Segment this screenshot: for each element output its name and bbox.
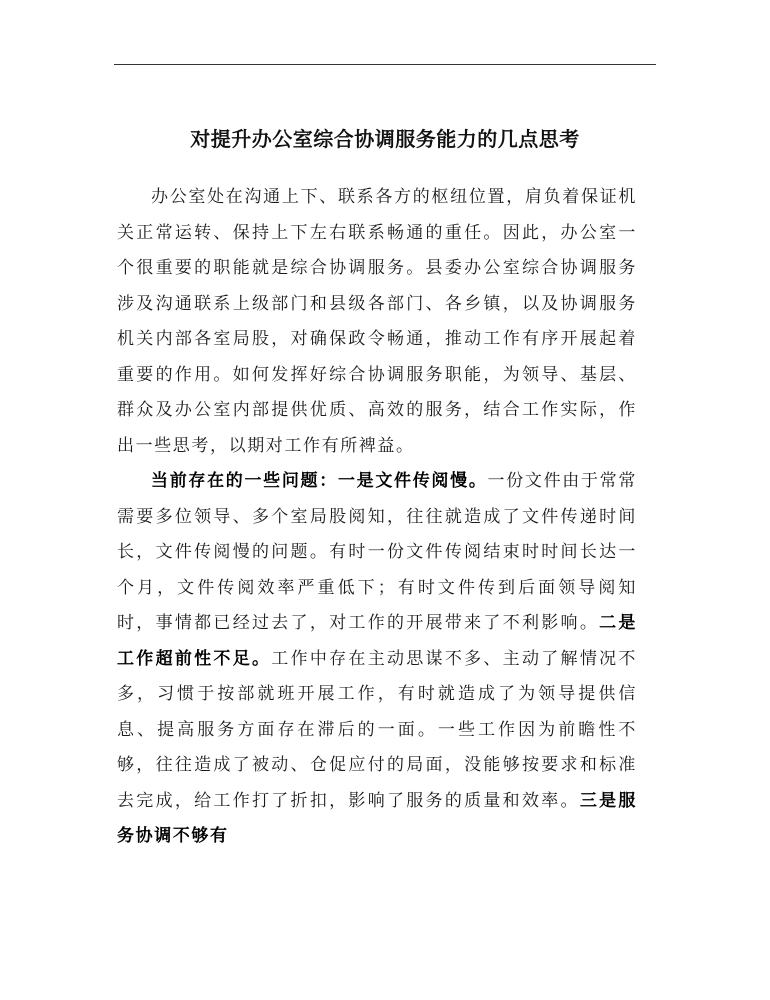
- problem-heading-2: 二是工作超前性不足。: [117, 613, 638, 669]
- header-rule: [114, 64, 656, 65]
- document-body: [117, 180, 637, 855]
- paragraph-intro: [117, 180, 637, 464]
- paragraph-problems: [117, 464, 637, 855]
- problem-heading-3: 三是服务协调不够有: [117, 790, 637, 846]
- problem-text-2: 工作中存在主动思谋不多、主动了解情况不多，习惯于按部就班开展工作，有时就造成了为领导提供信息、提高服务方面存在滞后的一面。一些工作因为前瞻性不够，往往造成了被动、仓促应付的局面，没能够按要求和标准去完成，给工作打了折扣，影响了服务的质量和效率。: [117, 648, 637, 811]
- problem-heading-1: 一是文件传阅慢。: [337, 471, 488, 491]
- section-heading: 当前存在的一些问题：: [151, 471, 338, 491]
- paragraph-text: 办公室处在沟通上下、联系各方的枢纽位置，肩负着保证机关正常运转、保持上下左右联系畅通的重任。因此，办公室一个很重要的职能就是综合协调服务。县委办公室综合协调服务涉及沟通联系上级部门和县级各部门、各乡镇，以及协调服务机关内部各室局股，对确保政令畅通，推动工作有序开展起着重要的作用。如何发挥好综合协调服务职能，为领导、基层、群众及办公室内部提供优质、高效的服务，结合工作实际，作出一些思考，以期对工作有所裨益。: [117, 187, 637, 456]
- problem-text-1: 一份文件由于常常需要多位领导、多个室局股阅知，往往就造成了文件传递时间长，文件传阅慢的问题。有时一份文件传阅结束时时间长达一个月，文件传阅效率严重低下；有时文件传到后面领导阅知时，事情都已经过去了，对工作的开展带来了不利影响。: [117, 471, 637, 633]
- document-title: 对提升办公室综合协调服务能力的几点思考: [190, 127, 580, 152]
